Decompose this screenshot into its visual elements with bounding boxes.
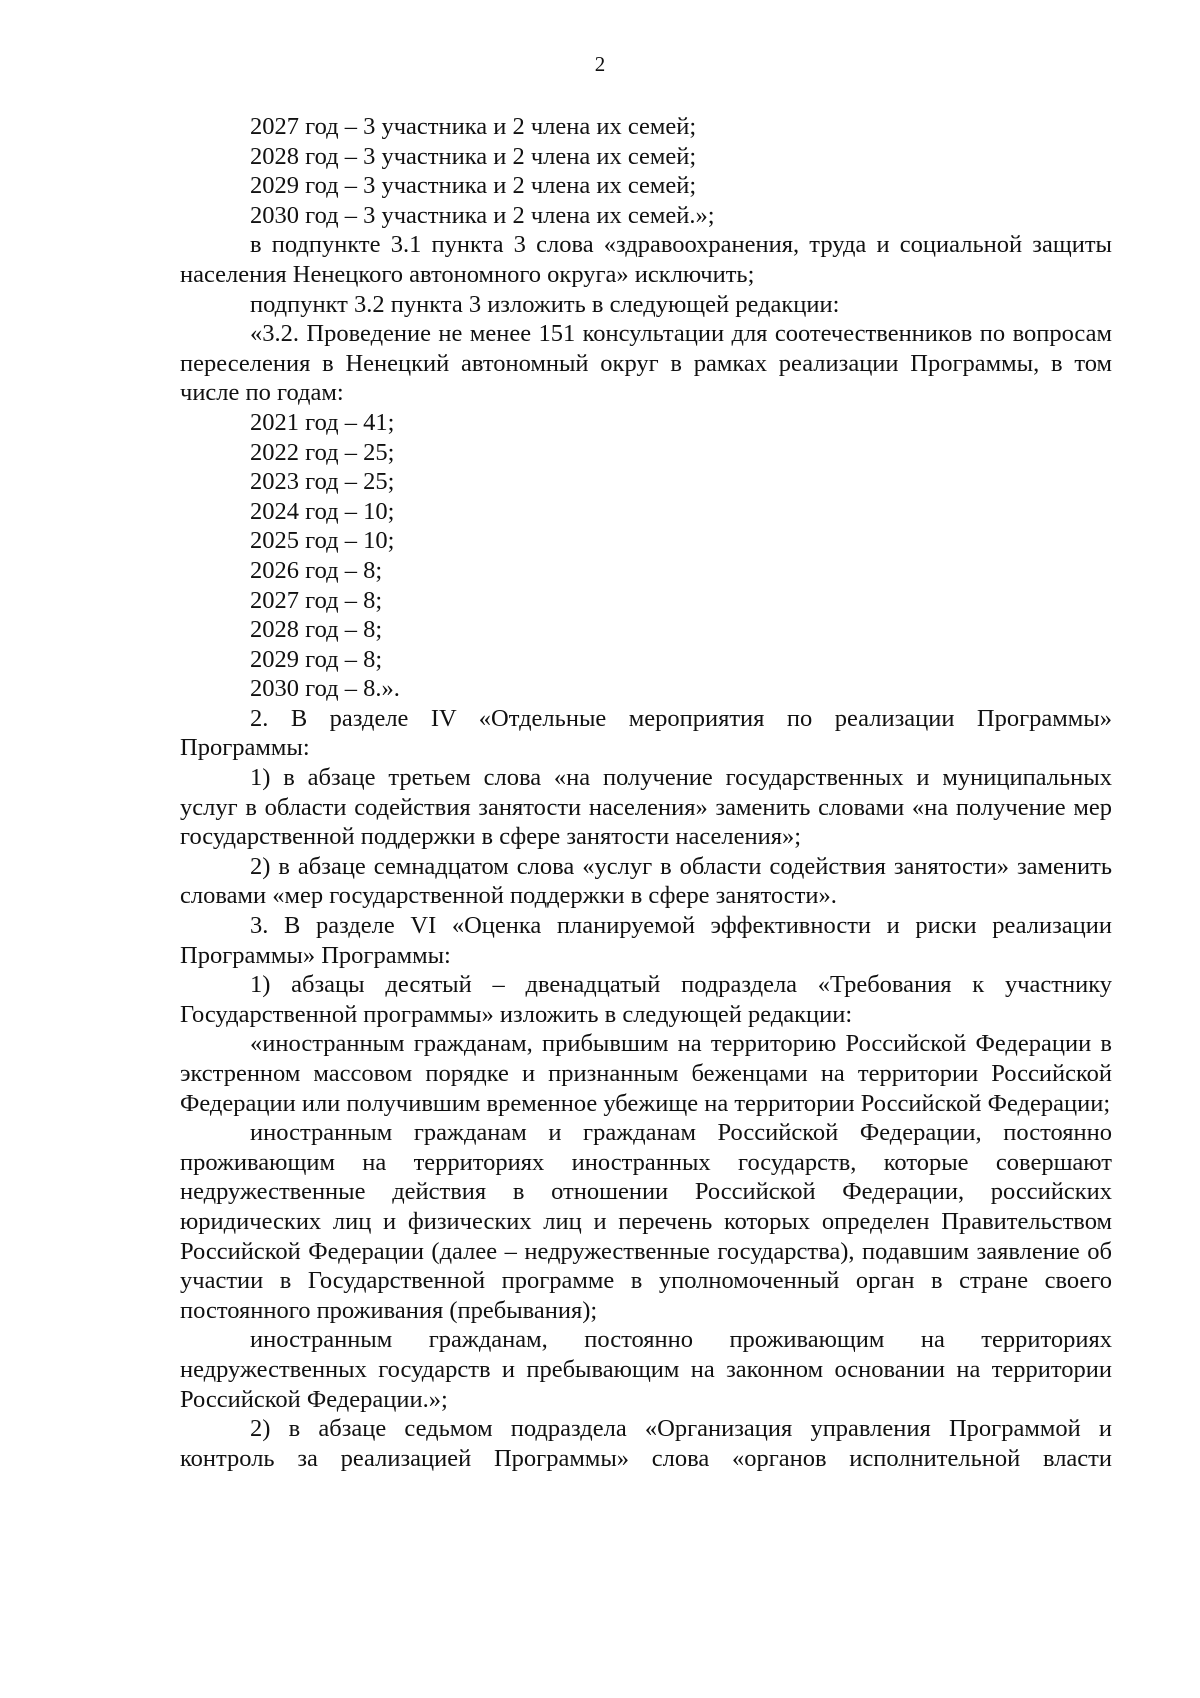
year-line: 2027 год – 3 участника и 2 члена их семей; <box>250 113 697 140</box>
paragraph: 2) в абзаце семнадцатом слова «услуг в области содействия занятости» заменить словами «мер государственной поддержки в сфере занятости». <box>180 852 1112 910</box>
paragraph: 1) абзацы десятый – двенадцатый подраздела «Требования к участнику Государственной программы» изложить в следующей редакции: <box>180 971 1112 1028</box>
paragraph: 3. В разделе VI «Оценка планируемой эффективности и риски реализации Программы» Программы: <box>180 912 1112 969</box>
year-line: 2024 год – 10; <box>250 497 395 525</box>
paragraph: 2) в абзаце седьмом подраздела «Организация управления Программой и контроль за реализацией Программы» слова «органов исполнительной власти <box>180 1415 1112 1472</box>
paragraph: «иностранным гражданам, прибывшим на территорию Российской Федерации в экстренном массовом порядке и признанным беженцами на территории Российской Федерации или получившим временное убежище на территории Российской Федерации; <box>180 1030 1112 1117</box>
year-line: 2029 год – 3 участника и 2 члена их семей; <box>250 172 697 200</box>
paragraph: иностранным гражданам и гражданам Российской Федерации, постоянно проживающим на территориях иностранных государств, которые совершают недружественные действия в отношении Российской Федерации, российских юридических лиц и физических лиц и перечень которых определен Правительством Российской Федерации (далее – недружественные государства), подавшим заявление об участии в Государственной программе в уполномоченный орган в стране своего постоянного проживания (пребывания); <box>180 1119 1112 1324</box>
paragraph: подпункт 3.2 пункта 3 изложить в следующей редакции: <box>250 290 840 318</box>
year-line: 2029 год – 8; <box>250 645 383 673</box>
year-line: 2030 год – 8.». <box>250 675 400 703</box>
page-number: 2 <box>594 52 606 76</box>
year-line: 2028 год – 3 участника и 2 члена их семей; <box>250 142 697 170</box>
paragraph: иностранным гражданам, постоянно проживающим на территориях недружественных государств и пребывающим на законном основании на территории Российской Федерации.»; <box>180 1326 1112 1413</box>
year-line: 2021 год – 41; <box>250 408 395 436</box>
year-line: 2022 год – 25; <box>250 438 395 466</box>
paragraph: 1) в абзаце третьем слова «на получение государственных и муниципальных услуг в области содействия занятости населения» заменить словами «на получение мер государственной поддержки в сфере занятости населения»; <box>180 764 1112 851</box>
year-line: 2030 год – 3 участника и 2 члена их семей.»; <box>250 201 715 229</box>
year-line: 2025 год – 10; <box>250 527 395 555</box>
year-line: 2027 год – 8; <box>250 586 383 614</box>
year-line: 2026 год – 8; <box>250 556 383 584</box>
paragraph: 2. В разделе IV «Отдельные мероприятия по реализации Программы» Программы: <box>180 704 1112 762</box>
paragraph: в подпункте 3.1 пункта 3 слова «здравоохранения, труда и социальной защиты населения Ненецкого автономного округа» исключить; <box>180 231 1112 288</box>
year-line: 2028 год – 8; <box>250 616 383 644</box>
document-body <box>180 112 1112 1473</box>
year-line: 2023 год – 25; <box>250 468 395 496</box>
paragraph: «3.2. Проведение не менее 151 консультации для соотечественников по вопросам переселения в Ненецкий автономный округ в рамках реализации Программы, в том числе по годам: <box>180 320 1112 407</box>
